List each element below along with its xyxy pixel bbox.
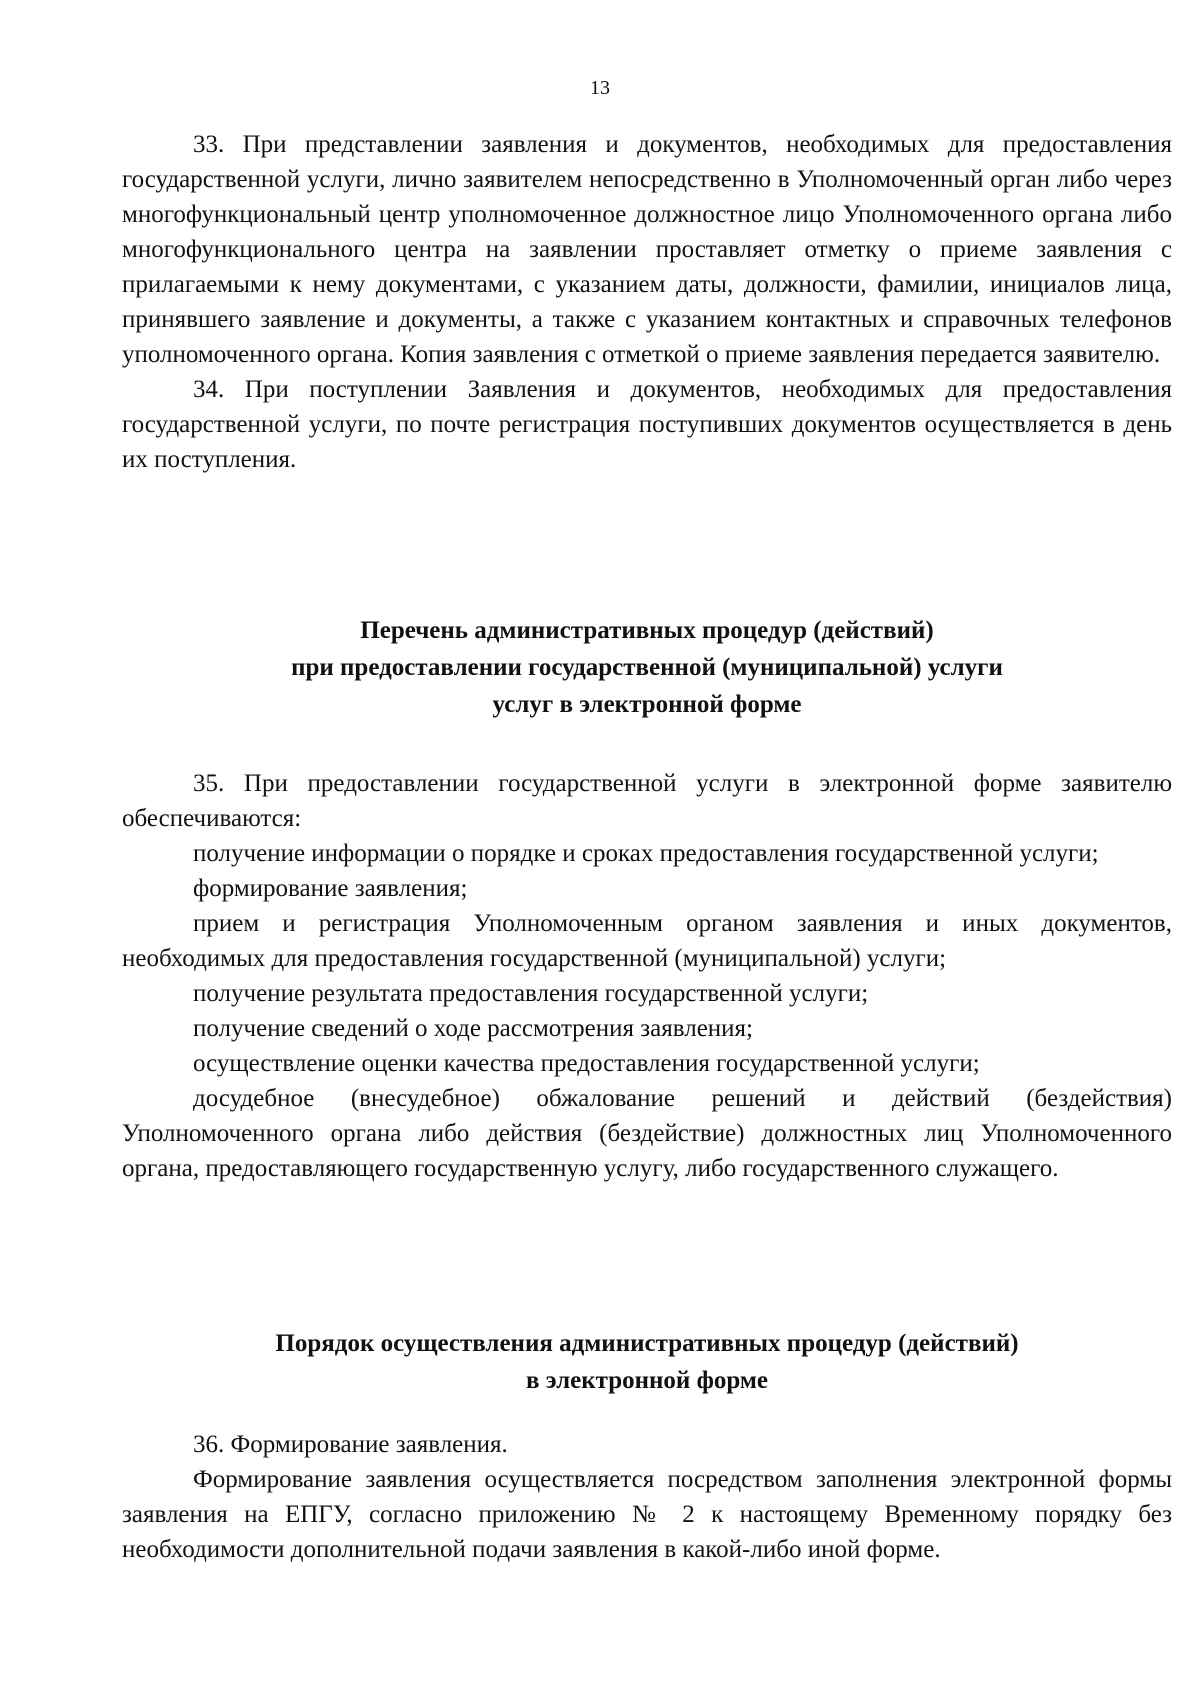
list-item: осуществление оценки качества предоставления государственной услуги; [193,1050,980,1077]
list-item: прием и регистрация Уполномоченным органом заявления и иных документов, необходимых для предоставления государственной (муниципальной) услуги; [122,910,1172,972]
section-top [122,127,1172,477]
section-middle [122,766,1172,1186]
paragraph-34: 34. При поступлении Заявления и документов, необходимых для предоставления государственной услуги, по почте регистрация поступивших документов осуществляется в день их поступления. [122,376,1172,473]
list-item: формирование заявления; [193,875,468,902]
heading-line: Перечень административных процедур (действий) [360,617,934,644]
heading-line: в электронной форме [525,1367,769,1394]
heading-line: услуг в электронной форме [492,691,802,718]
list-item: получение сведений о ходе рассмотрения заявления; [193,1015,753,1042]
heading-line: при предоставлении государственной (муниципальной) услуги [291,654,1003,681]
list-item: получение результата предоставления государственной услуги; [193,980,869,1007]
section-heading-procedures-list [122,612,1172,723]
list-item: получение информации о порядке и сроках предоставления государственной услуги; [193,840,1099,867]
section-heading-procedures-order [122,1325,1172,1399]
paragraph-36: 36. Формирование заявления. [193,1431,508,1458]
paragraph-35: 35. При предоставлении государственной услуги в электронной форме заявителю обеспечиваются: [122,770,1172,832]
section-bottom [122,1427,1172,1567]
paragraph-33: 33. При представлении заявления и документов, необходимых для предоставления государственной услуги, лично заявителем непосредственно в Уполномоченный орган либо через многофункциональный центр уполномоченное должностное лицо Уполномоченного органа либо многофункционального центра на заявлении проставляет отметку о приеме заявления с прилагаемыми к нему документами, с указанием даты, должности, фамилии, инициалов лица, принявшего заявление и документы, а также с указанием контактных и справочных телефонов уполномоченного органа. Копия заявления с отметкой о приеме заявления передается заявителю. [122,131,1172,368]
heading-line: Порядок осуществления административных процедур (действий) [275,1330,1019,1357]
page-number: 13 [590,77,610,99]
paragraph-36-text: Формирование заявления осуществляется посредством заполнения электронной формы заявления на ЕПГУ, согласно приложению № 2 к настоящему Временному порядку без необходимости дополнительной подачи заявления в какой-либо иной форме. [122,1466,1172,1563]
list-item: досудебное (внесудебное) обжалование решений и действий (бездействия) Уполномоченного органа либо действия (бездействие) должностных лиц Уполномоченного органа, предоставляющего государственную услугу, либо государственного служащего. [122,1085,1172,1182]
